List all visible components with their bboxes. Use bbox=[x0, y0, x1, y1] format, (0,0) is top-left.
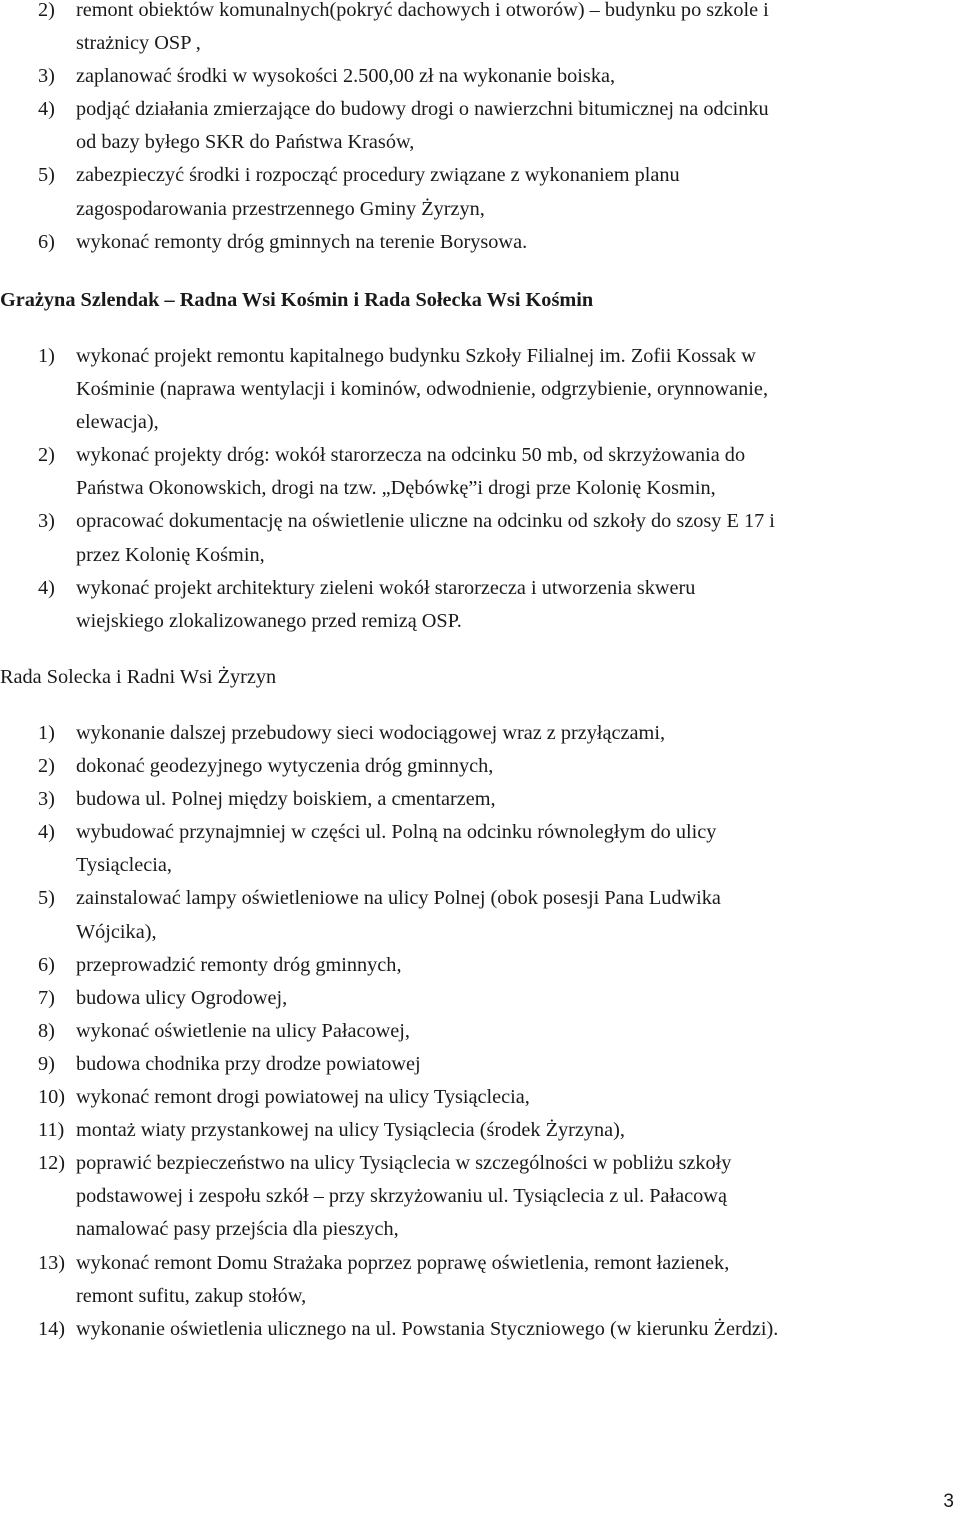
list-section-kosmin bbox=[0, 340, 775, 638]
list-item bbox=[0, 949, 778, 982]
list-item bbox=[0, 1048, 778, 1081]
list-item-text-line: budowa ul. Polnej między boiskiem, a cmentarzem, bbox=[76, 788, 496, 811]
list-item-number: 3) bbox=[38, 788, 55, 811]
list-item-text-line: elewacja), bbox=[76, 411, 159, 434]
list-item bbox=[0, 439, 775, 505]
list-item-text-line: podjąć działania zmierzające do budowy drogi o nawierzchni bitumicznej na odcinku bbox=[76, 98, 769, 121]
list-item-text-line: zainstalować lampy oświetleniowe na ulicy Polnej (obok posesji Pana Ludwika bbox=[76, 887, 721, 910]
list-item bbox=[0, 1081, 778, 1114]
list-item-number: 13) bbox=[38, 1251, 66, 1274]
list-item-text-line: wybudować przynajmniej w części ul. Polną na odcinku równoległym do ulicy bbox=[76, 821, 717, 844]
list-item-text-line: od bazy byłego SKR do Państwa Krasów, bbox=[76, 131, 415, 154]
list-item bbox=[0, 0, 769, 60]
section-heading-zyrzyn: Rada Solecka i Radni Wsi Żyrzyn bbox=[0, 666, 277, 688]
list-item-text-line: wykonanie dalszej przebudowy sieci wodociągowej wraz z przyłączami, bbox=[76, 722, 666, 744]
list-item-number: 5) bbox=[38, 887, 55, 910]
list-item-number: 4) bbox=[38, 576, 55, 599]
list-item-text-line: wykonać remont Domu Strażaka poprzez poprawę oświetlenia, remont łazienek, bbox=[76, 1251, 730, 1274]
list-item-number: 5) bbox=[38, 164, 55, 187]
list-item-number: 8) bbox=[38, 1019, 55, 1042]
list-item-text-line: wykonać projekty dróg: wokół starorzecza na odcinku 50 mb, od skrzyżowania do bbox=[76, 444, 746, 467]
list-item-text-line: poprawić bezpieczeństwo na ulicy Tysiąclecia w szczególności w pobliżu szkoły bbox=[76, 1152, 732, 1175]
list-item-number: 2) bbox=[38, 755, 55, 778]
list-item-text-line: zagospodarowania przestrzennego Gminy Żyrzyn, bbox=[76, 197, 485, 220]
list-item-text-line: budowa ulicy Ogrodowej, bbox=[76, 986, 288, 1009]
list-item-text-line: Wójcika), bbox=[76, 920, 157, 943]
list-item-text-line: Tysiąclecia, bbox=[76, 854, 172, 877]
list-item bbox=[0, 982, 778, 1015]
list-item bbox=[0, 572, 775, 638]
list-item-text-line: przeprowadzić remonty dróg gminnych, bbox=[76, 953, 402, 976]
list-item-text-line: opracować dokumentację na oświetlenie uliczne na odcinku od szkoły do szosy E 17 i bbox=[76, 510, 775, 533]
list-item-text-line: Kośminie (naprawa wentylacji i kominów, odwodnienie, odgrzybienie, orynnowanie, bbox=[76, 378, 769, 401]
list-item bbox=[0, 159, 769, 225]
list-item-number: 11) bbox=[38, 1119, 65, 1142]
list-item bbox=[0, 783, 778, 816]
list-item-text-line: montaż wiaty przystankowej na ulicy Tysiąclecia (środek Żyrzyna), bbox=[76, 1119, 625, 1142]
list-item-text-line: dokonać geodezyjnego wytyczenia dróg gminnych, bbox=[76, 755, 494, 778]
list-item bbox=[0, 340, 775, 439]
list-section-zyrzyn bbox=[0, 717, 778, 1346]
list-item-number: 14) bbox=[38, 1317, 66, 1340]
list-item bbox=[0, 1313, 778, 1346]
list-item-text-line: wiejskiego zlokalizowanego przed remizą OSP. bbox=[76, 609, 462, 632]
list-item-text-line: przez Kolonię Kośmin, bbox=[76, 543, 265, 566]
list-item-text-line: remont sufitu, zakup stołów, bbox=[76, 1284, 307, 1307]
list-item-number: 6) bbox=[38, 230, 55, 253]
list-item-number: 2) bbox=[38, 444, 55, 467]
list-item bbox=[0, 93, 769, 159]
list-item-text-line: zabezpieczyć środki i rozpocząć procedury związane z wykonaniem planu bbox=[76, 164, 680, 187]
list-item bbox=[0, 1147, 778, 1246]
list-item bbox=[0, 505, 775, 571]
section-heading-kosmin: Grażyna Szlendak – Radna Wsi Kośmin i Rada Sołecka Wsi Kośmin bbox=[0, 289, 594, 311]
list-item-number: 9) bbox=[38, 1052, 55, 1075]
list-item-number: 3) bbox=[38, 65, 55, 88]
list-item-number: 12) bbox=[38, 1152, 66, 1175]
list-item bbox=[0, 717, 778, 750]
list-item-text-line: wykonać projekt architektury zieleni wokół starorzecza i utworzenia skweru bbox=[76, 576, 696, 599]
list-item-text-line: wykonać remont drogi powiatowej na ulicy Tysiąclecia, bbox=[76, 1086, 530, 1109]
list-item bbox=[0, 816, 778, 882]
list-item-text-line: budowa chodnika przy drodze powiatowej bbox=[76, 1052, 421, 1075]
list-item-text-line: wykonać oświetlenie na ulicy Pałacowej, bbox=[76, 1019, 410, 1042]
list-item-number: 7) bbox=[38, 986, 55, 1009]
list-item-text-line: strażnicy OSP , bbox=[76, 32, 201, 55]
list-item-text-line: zaplanować środki w wysokości 2.500,00 zł na wykonanie boiska, bbox=[76, 65, 616, 88]
list-item-number: 1) bbox=[38, 345, 55, 367]
list-item-number: 10) bbox=[38, 1086, 66, 1109]
list-item bbox=[0, 226, 769, 259]
list-item bbox=[0, 882, 778, 948]
list-item-number: 4) bbox=[38, 821, 55, 844]
list-item bbox=[0, 1247, 778, 1313]
list-item-text-line: podstawowej i zespołu szkół – przy skrzyżowaniu ul. Tysiąclecia z ul. Pałacową bbox=[76, 1185, 727, 1208]
list-item bbox=[0, 1015, 778, 1048]
list-item-number: 4) bbox=[38, 98, 55, 121]
list-item-number: 1) bbox=[38, 722, 55, 744]
list-item-text-line: wykonanie oświetlenia ulicznego na ul. Powstania Styczniowego (w kierunku Żerdzi). bbox=[76, 1317, 779, 1340]
page-number: 3 bbox=[943, 1491, 954, 1512]
list-item bbox=[0, 60, 769, 93]
list-section-1 bbox=[0, 0, 769, 259]
list-item-text-line: Państwa Okonowskich, drogi na tzw. „Dębówkę”i drogi prze Kolonię Kosmin, bbox=[76, 477, 716, 500]
list-item-text-line: remont obiektów komunalnych(pokryć dachowych i otworów) – budynku po szkole i bbox=[76, 0, 769, 21]
list-item-text-line: namalować pasy przejścia dla pieszych, bbox=[76, 1218, 399, 1241]
list-item-number: 6) bbox=[38, 953, 55, 976]
list-item bbox=[0, 750, 778, 783]
list-item bbox=[0, 1114, 778, 1147]
list-item-number: 2) bbox=[38, 0, 55, 21]
list-item-number: 3) bbox=[38, 510, 55, 533]
list-item-text-line: wykonać projekt remontu kapitalnego budynku Szkoły Filialnej im. Zofii Kossak w bbox=[76, 345, 756, 367]
list-item-text-line: wykonać remonty dróg gminnych na terenie Borysowa. bbox=[76, 230, 528, 253]
